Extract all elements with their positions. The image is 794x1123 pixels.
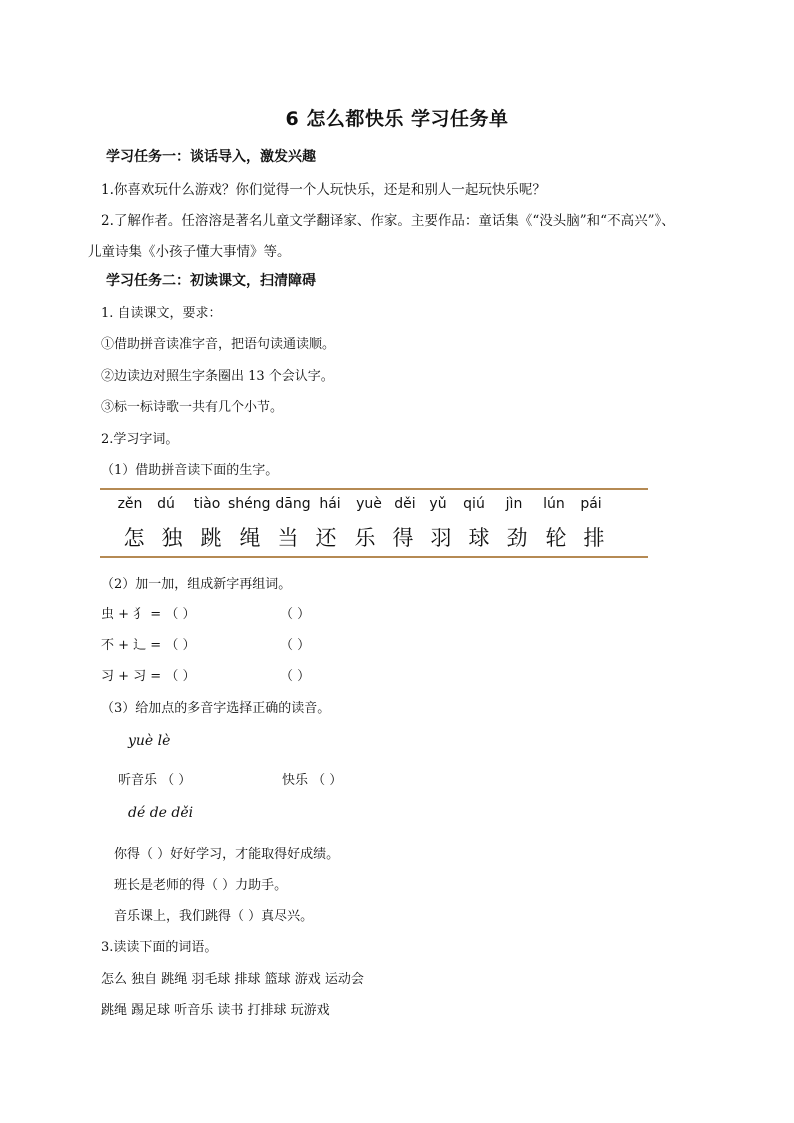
pinyin-cell: yuè (356, 496, 382, 512)
pinyin-cell: lún (543, 496, 565, 512)
word-list-1: 怎么 独自 跳绳 羽毛球 排球 篮球 游戏 运动会 (101, 972, 364, 987)
character-cell: 当 (277, 526, 299, 550)
character-cell: 跳 (200, 526, 222, 550)
yue-pronunciation-options: yuè lè (128, 733, 171, 749)
task2-heading: 学习任务二：初读课文，扫清障碍 (106, 273, 316, 289)
add-row-expression: 习 + 习 = （ ） (101, 669, 196, 684)
character-cell: 得 (392, 526, 414, 550)
character-cell: 绳 (239, 526, 261, 550)
pinyin-cell: shéng (228, 496, 271, 512)
sub-question-2: （2）加一加，组成新字再组词。 (101, 577, 292, 592)
de-question-1: 你得（ ）好好学习，才能取得好成绩。 (114, 847, 340, 862)
character-cell: 还 (315, 526, 337, 550)
requirement-1: ①借助拼音读准字音，把语句读通读顺。 (101, 337, 336, 352)
yue-question-1: 听音乐 （ ） (118, 773, 192, 788)
requirement-3: ③标一标诗歌一共有几个小节。 (101, 400, 284, 415)
requirement-2: ②边读边对照生字条圈出 13 个会认字。 (101, 369, 334, 384)
pinyin-cell: jìn (505, 496, 523, 512)
pinyin-cell: yǔ (429, 496, 447, 512)
task2-item-1: 1. 自读课文，要求： (101, 306, 222, 321)
word-list-2: 跳绳 踢足球 听音乐 读书 打排球 玩游戏 (101, 1003, 330, 1018)
table-bottom-rule (100, 556, 648, 558)
sub-question-1: （1）借助拼音读下面的生字。 (101, 463, 279, 478)
table-top-rule (100, 488, 648, 490)
task1-question-2-line2: 儿童诗集《小孩子懂大事情》等。 (88, 244, 291, 260)
pinyin-cell: hái (319, 496, 341, 512)
add-row-expression: 不 + 辶 = （ ） (101, 638, 196, 653)
task1-question-2-line1: 2.了解作者。任溶溶是著名儿童文学翻译家、作家。主要作品：童话集《“没头脑”和“不高兴”》、 (101, 213, 675, 229)
pinyin-cell: dāng (275, 496, 311, 512)
add-row-blank: （ ） (280, 638, 311, 653)
pinyin-cell: tiào (193, 496, 221, 512)
de-question-3: 音乐课上，我们跳得（ ）真尽兴。 (114, 909, 314, 924)
character-cell: 轮 (545, 526, 567, 550)
character-cell: 劲 (506, 526, 528, 550)
task1-question-1: 1.你喜欢玩什么游戏？你们觉得一个人玩快乐，还是和别人一起玩快乐呢？ (101, 182, 546, 198)
pinyin-cell: zěn (117, 496, 143, 512)
sub-question-3: （3）给加点的多音字选择正确的读音。 (101, 701, 331, 716)
task1-heading: 学习任务一：谈话导入，激发兴趣 (106, 149, 316, 165)
de-pronunciation-options: dé de děi (128, 805, 194, 821)
character-cell: 独 (161, 526, 183, 550)
add-row-expression: 虫 + 犭 = （ ） (101, 607, 196, 622)
character-cell: 羽 (430, 526, 452, 550)
character-cell: 怎 (123, 526, 145, 550)
task2-item-3: 3.读读下面的词语。 (101, 940, 218, 955)
de-question-2: 班长是老师的得（ ）力助手。 (114, 878, 288, 893)
character-cell: 球 (468, 526, 490, 550)
page-title: 6 怎么都快乐 学习任务单 (285, 108, 509, 130)
add-row-blank: （ ） (280, 669, 311, 684)
pinyin-cell: qiú (463, 496, 485, 512)
task2-item-2: 2.学习字词。 (101, 432, 179, 447)
pinyin-cell: dú (157, 496, 175, 512)
pinyin-cell: pái (580, 496, 602, 512)
add-row-blank: （ ） (280, 607, 311, 622)
yue-question-2: 快乐 （ ） (282, 773, 343, 788)
character-cell: 排 (583, 526, 605, 550)
pinyin-cell: děi (394, 496, 416, 512)
character-cell: 乐 (354, 526, 376, 550)
